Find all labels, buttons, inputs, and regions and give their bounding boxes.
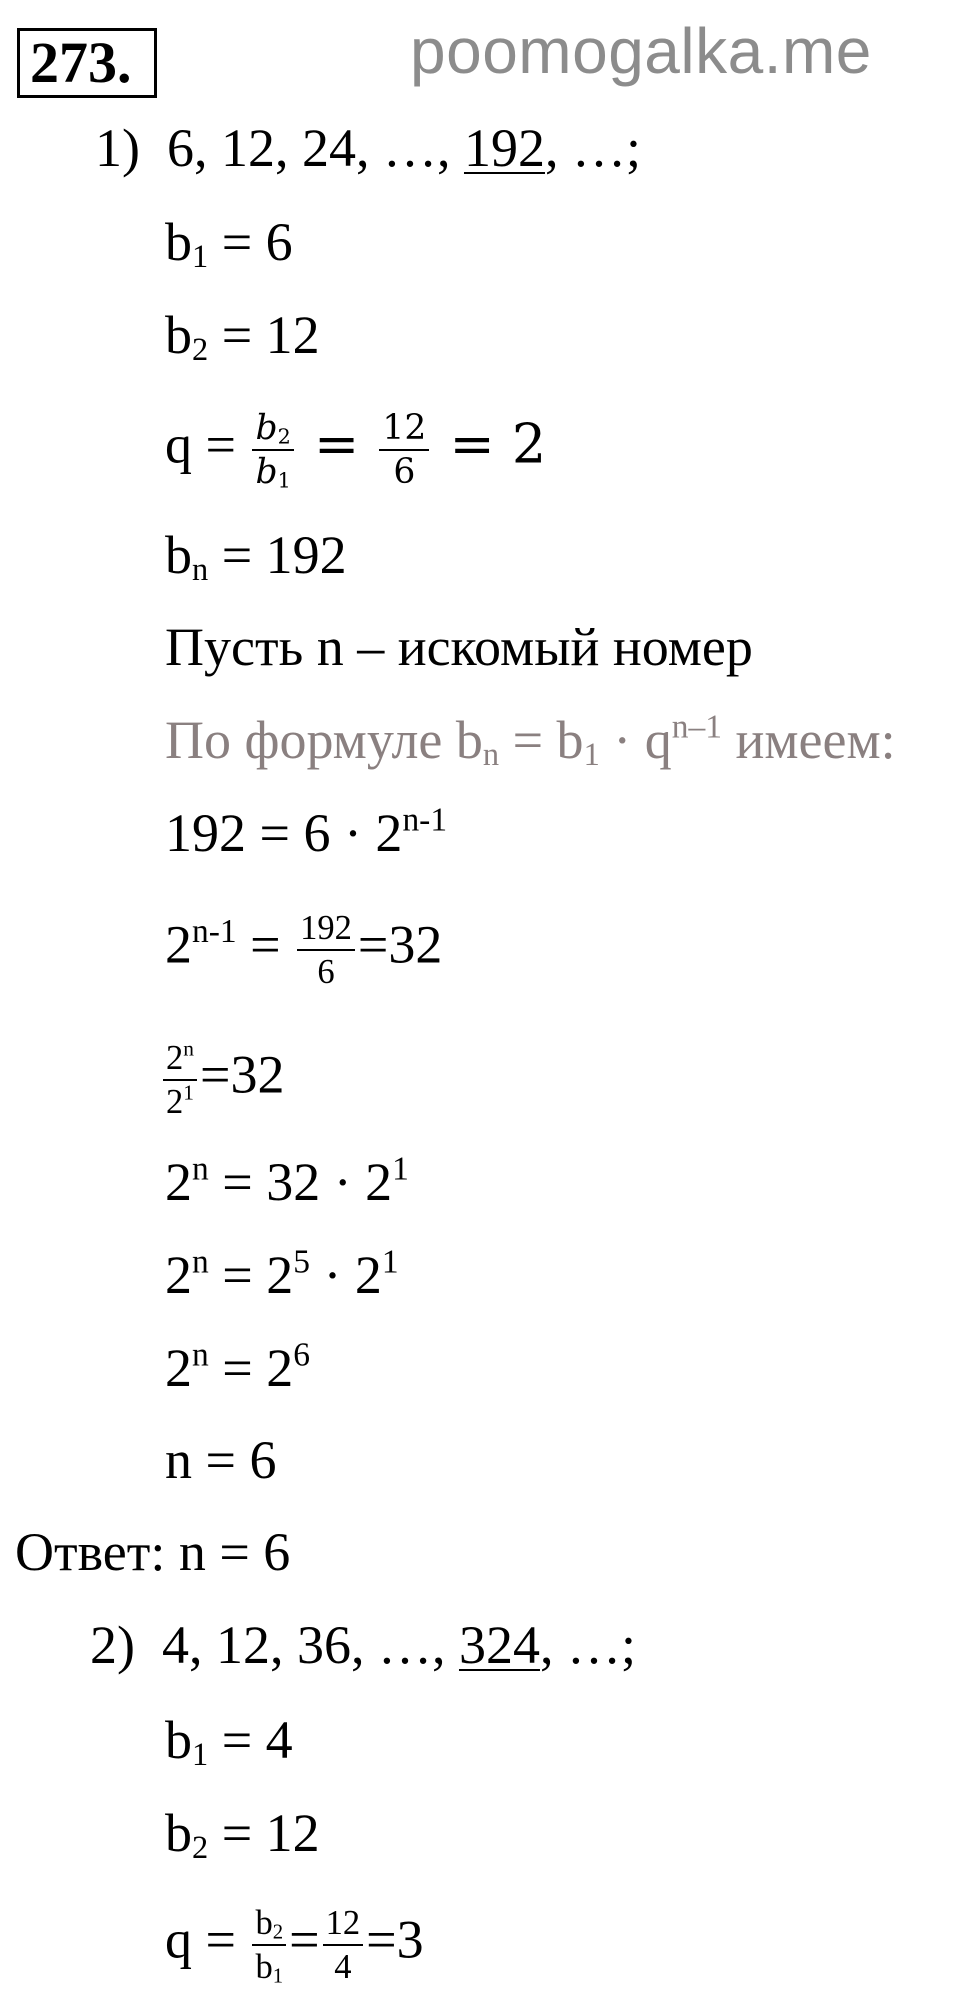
b2-subscript: 2 [192,332,209,369]
frac-den-sub: 1 [277,468,291,493]
site-watermark: poomogalka.me [410,15,872,87]
eq5-rhs1: = 2 [208,1245,294,1305]
part1-formula-line [165,708,896,774]
part1-sequence-highlight: 192 [463,118,545,178]
frac-den-b: b [255,452,278,493]
eq5-rhs1-exponent: 5 [293,1243,310,1281]
eq2-frac-num: 192 [297,910,355,951]
eq3-den-base: 2 [166,1083,184,1122]
eq5-exponent: n [192,1243,209,1281]
part2-b2-line [165,1803,320,1867]
part1-b2-line [165,305,320,369]
bn-subscript: n [192,552,209,589]
b1-symbol: b [165,212,192,272]
eq6-exponent: n [192,1336,209,1374]
part2-sequence-suffix: , …; [539,1615,636,1675]
part1-let-line: Пусть n – искомый номер [165,617,753,677]
eq5-base: 2 [165,1245,192,1305]
eq2-base: 2 [165,914,192,975]
eq3-num-base: 2 [166,1039,184,1077]
part1-eq5-line [165,1245,399,1305]
q-result: = 2 [432,412,547,476]
part2-b1-line [165,1710,293,1774]
b2-symbol: b [165,305,192,365]
eq3-fraction [163,1036,197,1122]
part1-eq6-line [165,1338,310,1398]
part1-eq2-line [165,910,442,991]
part2-sequence-highlight: 324 [458,1615,540,1675]
eq3-result: =32 [199,1044,285,1105]
p2-q-symbol: q = [165,1909,250,1970]
eq2-equals: = [236,914,295,975]
q-symbol: q = [165,414,250,475]
b1-value: = 6 [208,212,293,272]
p2-b1-symbol: b [165,1710,192,1770]
frac-den-6: 6 [393,452,416,493]
eq4-rhs: = 32 · 2 [208,1152,393,1212]
part2-label: 2) [90,1615,135,1675]
eq2-fraction [297,910,355,991]
part1-label: 1) [95,118,140,178]
part1-sequence-line [95,118,641,178]
part2-sequence-line [90,1615,636,1675]
bn-value: = 192 [208,525,347,585]
p2-frac-num-b: b [255,1904,273,1942]
eq1-text: 192 = 6 · 2 [165,803,403,863]
p2-b1-subscript: 1 [192,1737,209,1774]
eq4-rhs-exponent: 1 [392,1150,409,1188]
p2-q-equals: = [289,1909,320,1970]
b1-subscript: 1 [192,239,209,276]
p2-q-result: =3 [366,1909,424,1970]
p2-frac-num-sub: 2 [272,1921,284,1944]
eq6-base: 2 [165,1338,192,1398]
eq6-rhs-exponent: 6 [293,1336,310,1374]
problem-number-box: 273. [17,28,157,98]
p2-q-fraction-b2-over-b1 [252,1905,286,1986]
eq5-rhs2-exponent: 1 [381,1243,399,1281]
part1-eq7-line: n = 6 [165,1430,277,1490]
p2-b2-subscript: 2 [192,1830,209,1867]
frac-num-12: 12 [379,410,429,451]
eq5-rhs2: · 2 [309,1245,382,1305]
bn-symbol: b [165,525,192,585]
eq3-den-exp: 1 [183,1081,194,1105]
eq6-rhs: = 2 [208,1338,294,1398]
part1-answer: Ответ: n = 6 [15,1522,291,1582]
part2-sequence-prefix: 4, 12, 36, …, [161,1615,459,1675]
eq2-exponent: n-1 [192,912,237,950]
p2-frac-den-b: b [255,1948,273,1987]
q-fraction-b2-over-b1 [252,410,293,491]
eq2-result: =32 [357,914,443,975]
part1-bn-line [165,525,347,589]
frac-num-sub: 2 [277,424,291,449]
p2-b1-value: = 4 [208,1710,293,1770]
eq4-base: 2 [165,1152,192,1212]
formula-text-mid: = b [499,710,584,770]
p2-q-fraction-12-over-4 [323,1905,364,1986]
formula-sub-1: 1 [583,737,600,774]
part1-eq1-line [165,803,447,863]
p2-frac-den-sub: 1 [272,1965,284,1988]
part1-eq3-line [160,1036,285,1122]
part1-b1-line [165,212,293,276]
p2-b2-value: = 12 [208,1803,320,1863]
frac-num-b: b [255,408,278,448]
formula-text-post: имеем: [721,710,896,770]
formula-exponent: n–1 [671,708,722,746]
q-fraction-12-over-6 [379,410,429,491]
p2-b2-symbol: b [165,1803,192,1863]
formula-sub-n: n [482,737,500,774]
part1-sequence-prefix: 6, 12, 24, …, [166,118,464,178]
eq3-num-exp: n [183,1036,194,1061]
q-equals: = [296,412,377,476]
part1-q-line [165,410,546,491]
eq2-frac-den: 6 [317,953,335,992]
part2-q-line [165,1905,424,1986]
part1-sequence-suffix: , …; [544,118,641,178]
eq1-exponent: n-1 [402,801,448,839]
p2-frac-den-4: 4 [334,1948,352,1987]
part1-eq4-line [165,1152,409,1212]
formula-text-pre: По формуле b [165,710,483,770]
b2-value: = 12 [208,305,320,365]
eq4-exponent: n [192,1150,209,1188]
p2-frac-num-12: 12 [323,1905,364,1946]
formula-q: · q [599,710,672,770]
